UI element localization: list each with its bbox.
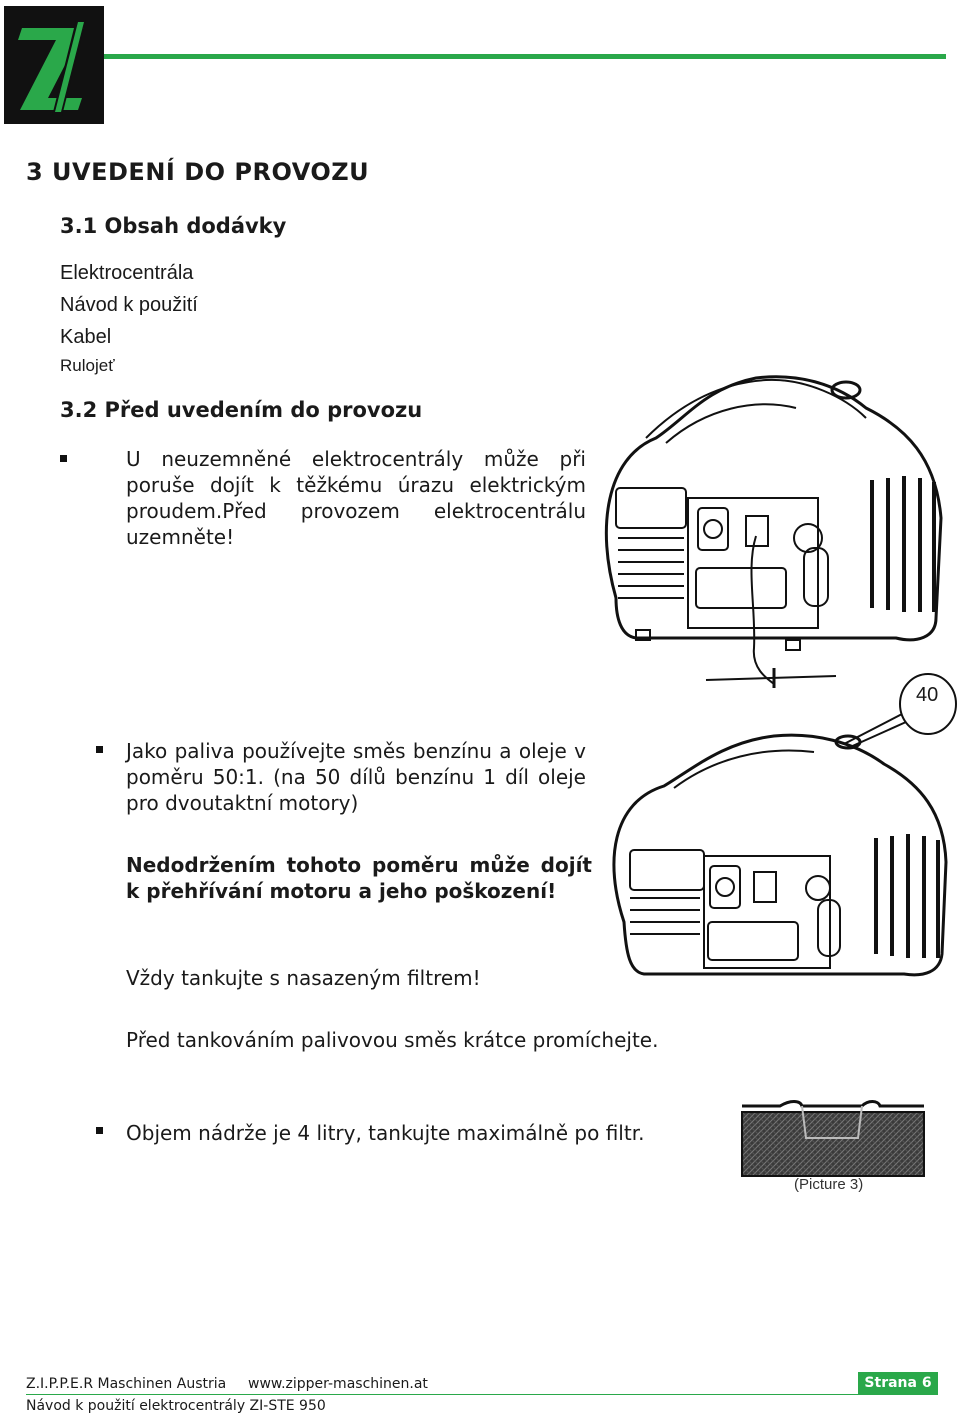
- mixing-note: Před tankováním palivovou směs krátce promíchejte.: [126, 1028, 659, 1052]
- delivery-item: Kabel: [60, 326, 112, 348]
- delivery-item: Elektrocentrála: [60, 262, 194, 284]
- callout-number: 40: [916, 684, 939, 706]
- generator-illustration: [604, 722, 948, 992]
- section-title: 3 UVEDENÍ DO PROVOZU: [26, 158, 370, 186]
- generator-grounding-illustration: [596, 368, 946, 688]
- fuel-mix-instruction: Jako paliva používejte směs benzínu a oleje v poměru 50:1. (na 50 dílů benzínu 1 díl oleje pro dvoutaktní motory): [126, 739, 586, 815]
- header-rule: [104, 54, 946, 59]
- warning-text: Nedodržením tohoto poměru může dojít k přehřívání motoru a jeho poškození!: [126, 853, 592, 903]
- picture-caption: (Picture 3): [794, 1176, 864, 1193]
- fuel-filter-illustration: [740, 1092, 926, 1178]
- grounding-instruction: U neuzemněné elektrocentrály může při poruše dojít k těžkému úrazu elektrickým proudem.Před provozem elektrocentrálu uzemněte!: [126, 447, 586, 549]
- bullet-marker: [96, 746, 103, 753]
- footer-rule: [26, 1394, 938, 1395]
- bullet-marker: [60, 455, 67, 462]
- delivery-item: Rulojeť: [60, 356, 115, 375]
- filter-note: Vždy tankujte s nasazeným filtrem!: [126, 966, 481, 990]
- bullet-marker: [96, 1127, 103, 1134]
- subsection-delivery: 3.1 Obsah dodávky: [60, 214, 287, 238]
- footer-company: Z.I.P.P.E.R Maschinen Austria: [26, 1376, 227, 1392]
- delivery-item: Návod k použití: [60, 294, 198, 316]
- footer-website[interactable]: www.zipper-maschinen.at: [248, 1376, 428, 1392]
- tank-capacity-instruction: Objem nádrže je 4 litry, tankujte maximálně po filtr.: [126, 1121, 645, 1145]
- zipper-logo-icon: [4, 6, 104, 124]
- brand-logo: [4, 6, 104, 124]
- page-number-badge: Strana 6: [858, 1372, 938, 1394]
- subsection-before-start: 3.2 Před uvedením do provozu: [60, 398, 423, 422]
- footer-manual-name: Návod k použití elektrocentrály ZI-STE 950: [26, 1398, 326, 1414]
